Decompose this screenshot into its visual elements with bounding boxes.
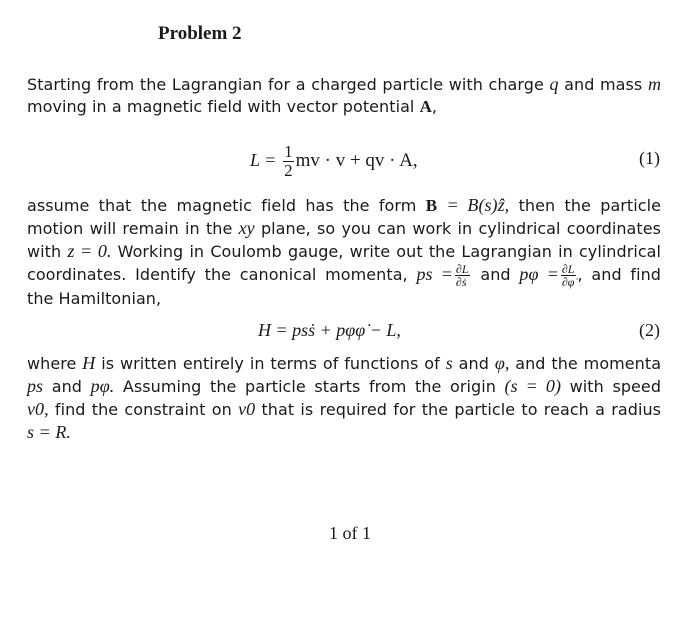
text-segment: and mass <box>564 75 643 94</box>
math-ps: ps <box>27 376 44 396</box>
equation-1-fraction <box>283 143 294 180</box>
intro-line-2 <box>27 96 661 118</box>
partial-fraction-s <box>455 263 470 288</box>
main-line-4 <box>27 263 661 288</box>
text-segment: that is required for the particle to reach a radius <box>261 400 662 419</box>
closing-line-3 <box>27 398 661 421</box>
page-counter: 1 of 1 <box>329 523 371 543</box>
math-vector-potential: A <box>419 97 432 116</box>
math-mass: m <box>647 74 661 94</box>
text-segment: and <box>480 265 511 284</box>
text-segment: assume that the magnetic field has the form <box>27 196 417 215</box>
math-s-zero: (s = 0) <box>504 376 562 396</box>
math-ps: ps = <box>416 264 453 284</box>
closing-paragraph <box>27 352 661 444</box>
math-v0: v0, <box>27 399 49 419</box>
fraction-denominator: ∂φ̇ <box>561 275 575 289</box>
problem-heading: Problem 2 <box>158 23 242 44</box>
closing-line-1 <box>27 352 661 375</box>
math-charge: q <box>549 74 559 94</box>
text-segment: with <box>27 242 62 261</box>
text-segment: the Hamiltonian, <box>27 289 162 308</box>
main-line-1 <box>27 194 661 217</box>
text-segment: moving in a magnetic field with vector potential <box>27 97 415 116</box>
math-s-R: s = R. <box>27 422 71 442</box>
text-segment: motion will remain in the <box>27 219 233 238</box>
partial-fraction-phi <box>561 263 576 288</box>
math-field-form: = B(s)ẑ, <box>446 195 510 215</box>
text-segment: where <box>27 354 77 373</box>
equation-1 <box>250 143 418 180</box>
equation-1-number: (1) <box>639 148 660 168</box>
main-line-5 <box>27 288 661 310</box>
fraction-numerator: ∂L <box>561 262 575 276</box>
text-segment: and the momenta <box>515 354 662 373</box>
math-z-zero: z = 0. <box>67 241 112 261</box>
math-s: s <box>445 353 453 373</box>
text-segment: plane, so you can work in cylindrical coordinates <box>260 219 661 238</box>
text-segment: with speed <box>569 377 662 396</box>
fraction-numerator: 1 <box>284 142 293 161</box>
text-segment: and <box>51 377 83 396</box>
closing-line-4 <box>27 421 661 444</box>
math-phi: φ, <box>494 353 510 373</box>
closing-line-2 <box>27 375 661 398</box>
main-line-3 <box>27 240 661 263</box>
equation-1-rhs: mv · v + qv · A, <box>295 149 418 171</box>
math-xy: xy <box>238 218 255 238</box>
text-segment: is written entirely in terms of functions of <box>101 354 440 373</box>
text-segment: find the constraint on <box>54 400 232 419</box>
text-segment: Working in Coulomb gauge, write out the Lagrangian in cylindrical <box>117 242 662 261</box>
fraction-denominator: 2 <box>284 161 293 180</box>
math-H: H <box>82 353 96 373</box>
equation-2-expression: H = psṡ + pφφ̇ − L, <box>258 320 401 340</box>
text-segment: Assuming the particle starts from the origin <box>122 377 496 396</box>
equation-1-lhs: L = <box>250 149 277 170</box>
fraction-denominator: ∂ṡ <box>455 275 467 289</box>
text-segment: coordinates. Identify the canonical momenta, <box>27 265 408 284</box>
math-v0: v0 <box>238 399 256 419</box>
fraction-numerator: ∂L <box>455 262 469 276</box>
intro-line-1 <box>27 73 661 96</box>
main-paragraph <box>27 194 661 310</box>
math-field-B: B <box>425 196 438 215</box>
text-segment: then the particle <box>518 196 661 215</box>
math-pphi: pφ. <box>90 376 115 396</box>
text-segment: , and find <box>577 265 661 284</box>
intro-paragraph <box>27 73 661 118</box>
text-segment: and <box>458 354 489 373</box>
equation-2-number: (2) <box>639 320 660 340</box>
text-segment: Starting from the Lagrangian for a charged particle with charge <box>27 75 544 94</box>
equation-2 <box>258 320 401 342</box>
text-segment: , <box>431 97 438 116</box>
main-line-2 <box>27 217 661 240</box>
math-pphi: pφ = <box>519 264 559 284</box>
